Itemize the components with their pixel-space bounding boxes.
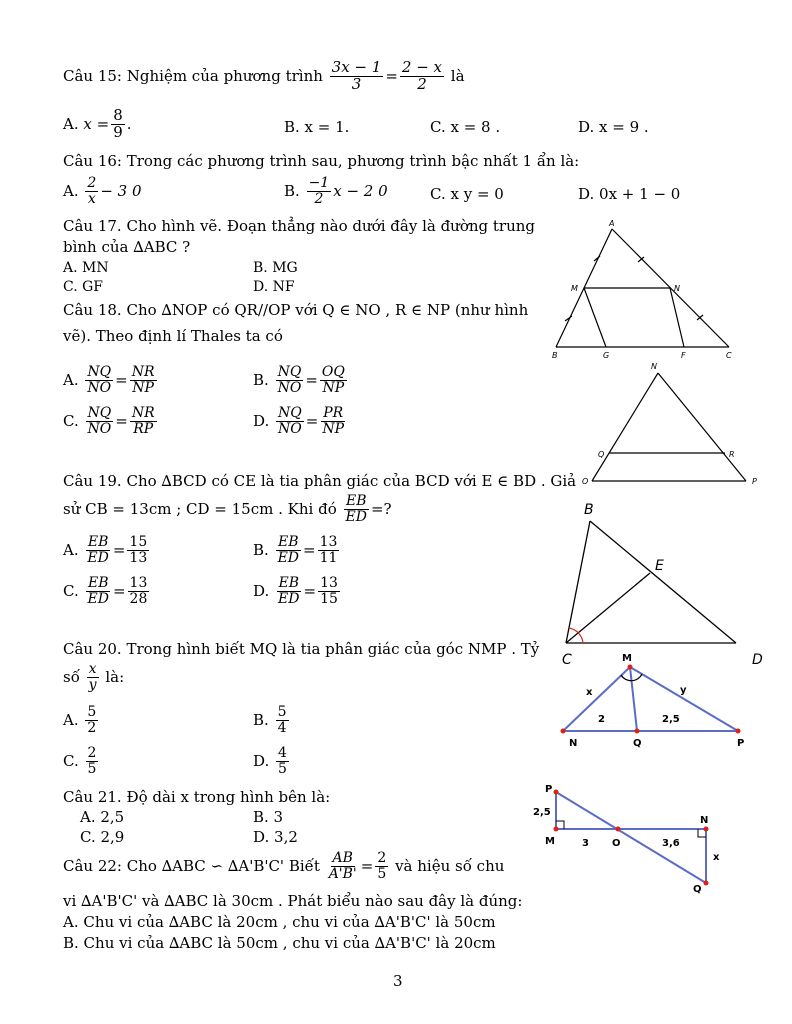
figure-q17-triangle (548, 214, 738, 364)
segment-PQ (556, 792, 709, 883)
label-D: D (752, 652, 763, 668)
q16-option-b[interactable]: B. $\frac{-1}{2}$ x − 2 0 (284, 175, 388, 207)
label-B: B (552, 351, 558, 360)
q22-line2: vi ∆A'B'C' và ∆ABC là 30cm . Phát biểu nào sau đây là đúng: (63, 892, 523, 910)
label-2-5: 2,5 (533, 807, 551, 818)
label-C: C (562, 652, 572, 668)
q17-line1: Câu 17. Cho hình vẽ. Đoạn thẳng nào dưới đây là đường trung (63, 217, 536, 235)
q17-option-b[interactable]: B. MG (253, 260, 298, 276)
segment-MG (584, 288, 606, 347)
q19-line1: Câu 19. Cho ∆BCD có CE là tia phân giác của BCD với E ∈ BD . Giả (63, 472, 577, 490)
q20-option-b[interactable]: B. $\frac{5}{4}$ (253, 704, 287, 736)
figure-q19-triangle (555, 495, 775, 670)
side-MP (630, 667, 738, 731)
label-Q: Q (693, 884, 702, 895)
q19-line2: sử CB = 13cm ; CD = 15cm . Khi đó $\frac{EB}{ED}$ =? (63, 493, 392, 525)
q21-option-a[interactable]: A. 2,5 (80, 808, 125, 826)
label-O: O (612, 838, 621, 849)
q15-option-c[interactable]: C. x = 8 . (430, 118, 501, 136)
q17-line2: bình của ∆ABC ? (63, 238, 191, 256)
q17-option-a[interactable]: A. MN (63, 260, 109, 276)
side-MN (563, 667, 630, 731)
label-G: G (603, 351, 610, 360)
q18-option-c[interactable]: C. $\frac{NQ}{NO}$ = $\frac{NR}{RP}$ (63, 405, 155, 437)
segment-NF (670, 288, 684, 347)
label-B: B (584, 502, 594, 518)
label-N: N (674, 284, 680, 293)
label-F: F (681, 351, 686, 360)
label-M: M (622, 653, 632, 664)
q18-option-a[interactable]: A. $\frac{NQ}{NO}$ = $\frac{NR}{NP}$ (63, 364, 155, 396)
label-P: P (752, 477, 757, 486)
vertex-dots (561, 665, 741, 734)
q20-line2: số $\frac{x}{y}$ là: (63, 661, 125, 693)
q22-line1: Câu 22: Cho ∆ABC ∽ ∆A'B'C' Biết $\frac{AB}{A'B'}$ = $\frac{2}{5}$ và hiệu số chu (63, 850, 505, 882)
q17-option-d[interactable]: D. NF (253, 279, 295, 295)
q15-option-a[interactable]: A. x = $\frac{8}{9}$ . (63, 106, 132, 141)
bisector-MQ (630, 667, 637, 731)
label-M: M (571, 284, 578, 293)
label-R: R (729, 450, 735, 459)
label-Q: Q (598, 450, 605, 459)
label-2-5: 2,5 (662, 714, 680, 725)
side-BC (566, 521, 590, 643)
q21-stem: Câu 21. Độ dài x trong hình bên là: (63, 788, 331, 806)
q18-line2: vẽ). Theo định lí Thales ta có (63, 327, 283, 345)
q15-stem: Câu 15: Nghiệm của phương trình $\frac{3x - 1}{3}$ = $\frac{2 - x}{2}$ là (63, 58, 465, 93)
q21-option-c[interactable]: C. 2,9 (80, 828, 125, 846)
label-E: E (655, 558, 664, 574)
q21-option-d[interactable]: D. 3,2 (253, 828, 298, 846)
q19-option-b[interactable]: B. $\frac{EB}{ED}$ = $\frac{13}{11}$ (253, 534, 338, 566)
side-NO (592, 373, 658, 481)
figure-q18-triangle (578, 360, 763, 488)
q16-a-frac: $\frac{2}{x}$ (87, 175, 97, 207)
q20-option-c[interactable]: C. $\frac{2}{5}$ (63, 745, 97, 777)
figure-q20-triangle (550, 648, 760, 752)
q16-option-a[interactable]: A. $\frac{2}{x}$ − 3 0 (63, 175, 142, 207)
q15-option-d[interactable]: D. x = 9 . (578, 118, 649, 136)
label-M: M (545, 836, 555, 847)
label-2: 2 (598, 714, 605, 725)
q20-option-a[interactable]: A. $\frac{5}{2}$ (63, 704, 97, 736)
q15-a-frac: $\frac{8}{9}$ (113, 106, 123, 141)
label-N: N (651, 362, 657, 371)
q18-option-b[interactable]: B. $\frac{NQ}{NO}$ = $\frac{OQ}{NP}$ (253, 364, 345, 396)
label-x: x (713, 852, 720, 863)
q18-option-d[interactable]: D. $\frac{NQ}{NO}$ = $\frac{PR}{NP}$ (253, 405, 345, 437)
q19-option-a[interactable]: A. $\frac{EB}{ED}$ = $\frac{15}{13}$ (63, 534, 148, 566)
label-3-6: 3,6 (662, 838, 680, 849)
label-Q: Q (633, 738, 642, 749)
label-x: x (586, 687, 593, 698)
label-C: C (726, 351, 732, 360)
figure-q21-triangles (528, 778, 728, 896)
q15-lhs: $\frac{3x - 1}{3}$ (331, 58, 382, 93)
q18-line1: Câu 18. Cho ∆NOP có QR//OP với Q ∈ NO , R ∈ NP (như hình (63, 301, 529, 319)
label-P: P (545, 784, 553, 795)
q21-option-b[interactable]: B. 3 (253, 808, 284, 826)
q16-option-d[interactable]: D. 0x + 1 − 0 (578, 185, 681, 203)
q19-option-d[interactable]: D. $\frac{EB}{ED}$ = $\frac{13}{15}$ (253, 575, 338, 607)
q17-option-c[interactable]: C. GF (63, 279, 104, 295)
q22-option-b[interactable]: B. Chu vi của ∆ABC là 50cm , chu vi của ∆A'B'C' là 20cm (63, 934, 496, 952)
side-NP (658, 373, 746, 481)
label-N: N (569, 738, 578, 749)
q15-rhs: $\frac{2 - x}{2}$ (401, 58, 443, 93)
label-3: 3 (582, 838, 589, 849)
q19-option-c[interactable]: C. $\frac{EB}{ED}$ = $\frac{13}{28}$ (63, 575, 148, 607)
label-y: y (680, 685, 687, 696)
page-number: 3 (393, 972, 403, 990)
q20-line1: Câu 20. Trong hình biết MQ là tia phân giác của góc NMP . Tỷ (63, 640, 540, 658)
q20-option-d[interactable]: D. $\frac{4}{5}$ (253, 745, 287, 777)
label-O: O (582, 477, 589, 486)
q22-option-a[interactable]: A. Chu vi của ∆ABC là 20cm , chu vi của ∆A'B'C' là 50cm (63, 913, 496, 931)
q16-b-frac: $\frac{-1}{2}$ (308, 175, 330, 207)
label-N: N (700, 815, 709, 826)
label-P: P (737, 738, 745, 749)
q16-option-c[interactable]: C. x y = 0 (430, 185, 504, 203)
q16-stem: Câu 16: Trong các phương trình sau, phương trình bậc nhất 1 ẩn là: (63, 152, 580, 170)
side-BD (590, 521, 736, 643)
label-A: A (609, 219, 615, 228)
q15-option-b[interactable]: B. x = 1. (284, 118, 350, 136)
